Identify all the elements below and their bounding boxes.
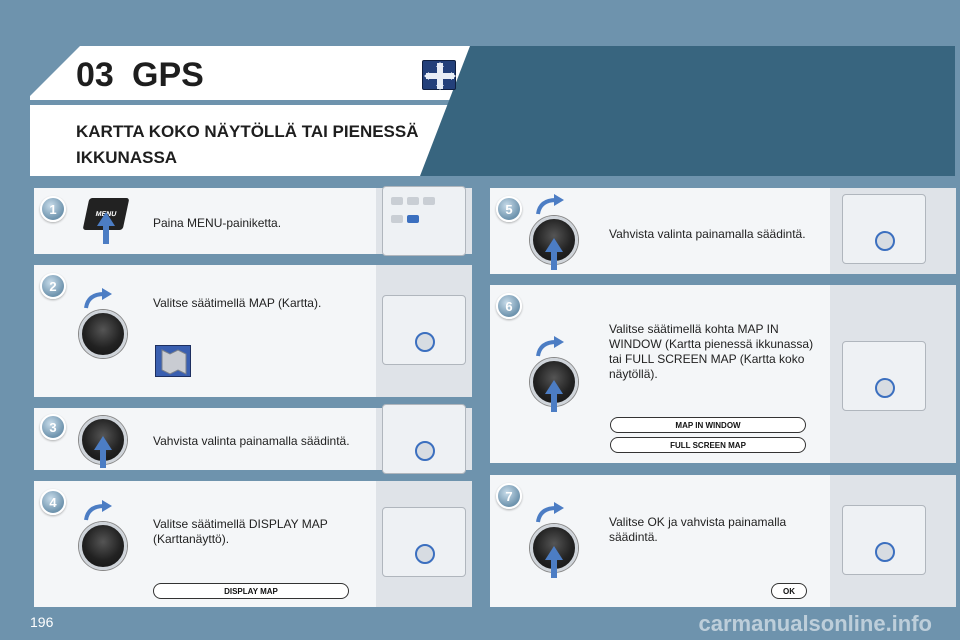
rotate-arrow-icon — [536, 502, 566, 524]
control-panel — [382, 295, 466, 365]
map-in-window-button: MAP IN WINDOW — [610, 417, 806, 433]
rotate-arrow-icon — [536, 336, 566, 358]
press-arrow-shaft — [100, 448, 106, 468]
step-badge-7: 7 — [496, 483, 522, 509]
watermark: carmanualsonline.info — [698, 611, 932, 636]
control-panel-thumbnail — [830, 188, 956, 274]
control-panel — [842, 194, 926, 264]
menu-key-icon: MENU — [83, 198, 130, 230]
step-text-5: Vahvista valinta painamalla säädintä. — [609, 227, 806, 241]
step-badge-1: 1 — [40, 196, 66, 222]
control-panel-thumbnail — [376, 408, 472, 470]
header-separator — [30, 100, 470, 105]
step-badge-6: 6 — [496, 293, 522, 319]
header-corner — [30, 46, 80, 96]
step-text-1: Paina MENU-painiketta. — [153, 216, 282, 230]
control-panel-thumbnail — [376, 188, 472, 254]
control-panel — [382, 186, 466, 256]
rotate-arrow-icon — [84, 500, 114, 522]
control-panel-thumbnail — [830, 475, 956, 607]
full-screen-map-button: FULL SCREEN MAP — [610, 437, 806, 453]
step-text-4: Valitse säätimellä DISPLAY MAP (Karttanäyttö). — [153, 517, 328, 546]
step-badge-3: 3 — [40, 414, 66, 440]
press-arrow-shaft — [551, 392, 557, 412]
step-text-7: Valitse OK ja vahvista painamalla säädintä. — [609, 515, 787, 544]
step-badge-5: 5 — [496, 196, 522, 222]
section-title: KARTTA KOKO NÄYTÖLLÄ TAI PIENESSÄ IKKUNASSA — [76, 122, 419, 167]
control-panel-thumbnail — [376, 265, 472, 397]
chapter-number: 03 — [76, 56, 114, 94]
chapter-title: GPS — [132, 56, 204, 94]
rotary-knob-icon — [79, 310, 127, 358]
ok-button: OK — [771, 583, 807, 599]
page-number: 196 — [30, 614, 54, 630]
control-panel — [382, 404, 466, 474]
display-map-button: DISPLAY MAP — [153, 583, 349, 599]
step-text-2: Valitse säätimellä MAP (Kartta). — [153, 296, 322, 310]
press-arrow-shaft — [551, 558, 557, 578]
step-badge-2: 2 — [40, 273, 66, 299]
rotary-knob-icon — [79, 522, 127, 570]
step-text-3: Vahvista valinta painamalla säädintä. — [153, 434, 350, 448]
press-arrow-shaft — [551, 250, 557, 270]
rotate-arrow-icon — [84, 288, 114, 310]
control-panel-thumbnail — [830, 285, 956, 463]
rotate-arrow-icon — [536, 194, 566, 216]
step-text-6: Valitse säätimellä kohta MAP IN WINDOW (Kartta pienessä ikkunassa) tai FULL SCREEN MAP (Kartta koko näytöllä). — [609, 322, 814, 381]
map-icon — [155, 345, 191, 377]
gps-crossroads-icon — [422, 60, 456, 90]
control-panel — [382, 507, 466, 577]
step-badge-4: 4 — [40, 489, 66, 515]
control-panel — [842, 505, 926, 575]
control-panel-thumbnail — [376, 481, 472, 607]
control-panel — [842, 341, 926, 411]
press-arrow-shaft — [103, 224, 109, 244]
